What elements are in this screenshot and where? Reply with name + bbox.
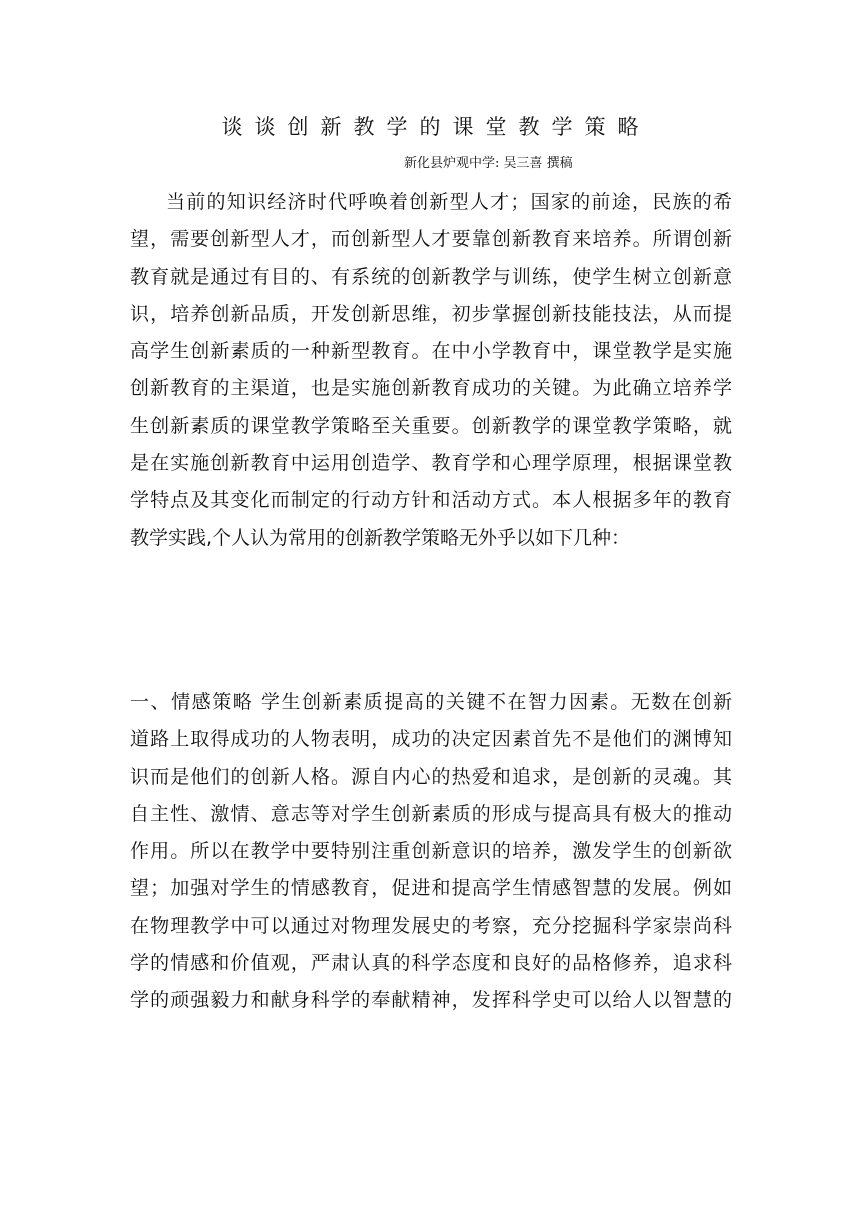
paragraph-line: 一、情感策略 学生创新素质提高的关键不在智力因素。无数在创新	[130, 691, 732, 713]
paragraph-line: 教育就是通过有目的、有系统的创新教学与训练，使学生树立创新意	[130, 265, 732, 288]
paragraph-line: 望；加强对学生的情感教育，促进和提高学生情感智慧的发展。例如	[130, 877, 732, 900]
paragraph-line: 望，需要创新型人才，而创新型人才要靠创新教育来培养。所谓创新	[130, 228, 732, 251]
paragraph-line: 作用。所以在教学中要特别注重创新意识的培养，激发学生的创新欲	[130, 840, 732, 863]
paragraph-line: 识，培养创新品质，开发创新思维，初步掌握创新技能技法，从而提	[130, 302, 732, 325]
paragraph-line: 创新教育的主渠道，也是实施创新教育成功的关键。为此确立培养学	[130, 377, 732, 400]
paragraph-line: 道路上取得成功的人物表明，成功的决定因素首先不是他们的渊博知	[130, 728, 732, 751]
author-byline: 新化县炉观中学: 吴三喜 撰稿	[404, 156, 573, 171]
paragraph-line: 高学生创新素质的一种新型教育。在中小学教育中，课堂教学是实施	[130, 340, 732, 363]
paragraph-line: 学的情感和价值观，严肃认真的科学态度和良好的品格修养，追求科	[130, 952, 732, 975]
paragraph-line: 自主性、激情、意志等对学生创新素质的形成与提高具有极大的推动	[130, 802, 732, 825]
paragraph-line: 识而是他们的创新人格。源自内心的热爱和追求，是创新的灵魂。其	[130, 765, 732, 788]
paragraph-line: 学的顽强毅力和献身科学的奉献精神，发挥科学史可以给人以智慧的	[130, 989, 732, 1012]
paragraph-line: 生创新素质的课堂教学策略至关重要。创新教学的课堂教学策略，就	[130, 414, 732, 437]
paragraph-line: 是在实施创新教育中运用创造学、教育学和心理学原理，根据课堂教	[130, 452, 732, 475]
paragraph-intro	[130, 184, 732, 557]
paragraph-line: 教学实践,个人认为常用的创新教学策略无外乎以如下几种：	[130, 526, 631, 549]
paragraph-emotion-strategy	[130, 684, 732, 1020]
paragraph-line: 学特点及其变化而制定的行动方针和活动方式。本人根据多年的教育	[130, 489, 732, 512]
paragraph-line: 当前的知识经济时代呼唤着创新型人才；国家的前途，民族的希	[166, 191, 732, 213]
paragraph-line: 在物理教学中可以通过对物理发展史的考察，充分挖掘科学家崇尚科	[130, 914, 732, 937]
document-title: 谈谈创新教学的课堂教学策略	[221, 115, 651, 139]
